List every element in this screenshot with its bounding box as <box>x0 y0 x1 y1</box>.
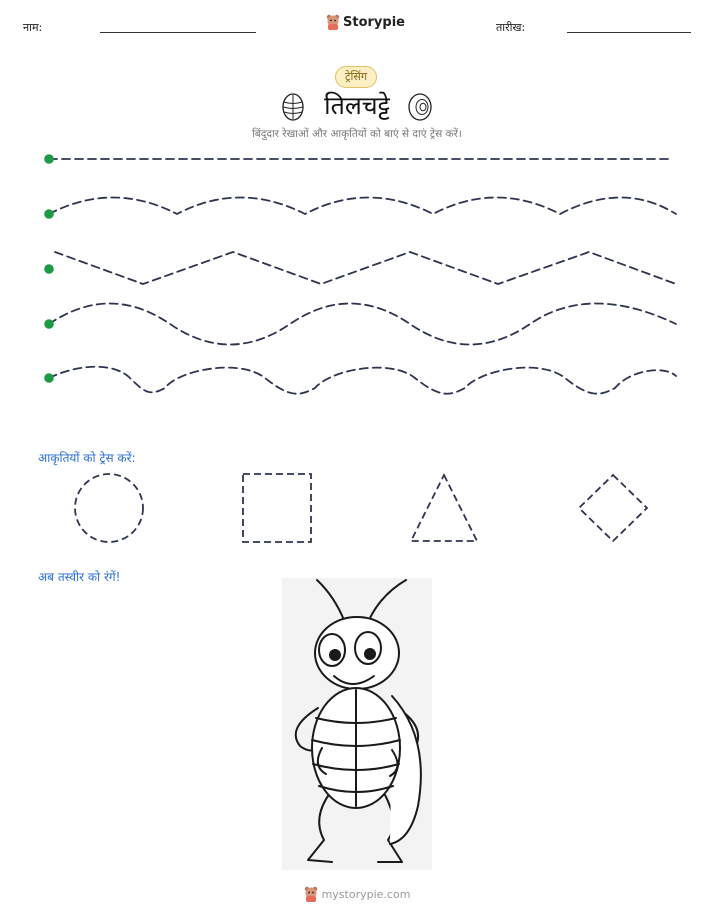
shapes-section-label: आकृतियों को ट्रेस करें: <box>38 451 136 465</box>
footer-url: mystorypie.com <box>321 887 411 901</box>
cockroach-illustration <box>282 578 432 870</box>
storypie-bear-icon <box>326 14 340 30</box>
start-dot-3 <box>44 264 54 274</box>
start-dot-1 <box>44 154 54 164</box>
footer <box>0 886 714 902</box>
trace-line-wave-large <box>49 304 676 345</box>
tracing-shapes <box>0 462 714 552</box>
instructions: बिंदुदार रेखाओं और आकृतियों को बाएं से दाएं ट्रेस करें। <box>252 128 462 140</box>
trace-line-zigzag <box>55 252 676 284</box>
page-title: तिलचट्टे <box>324 91 390 120</box>
start-dot-5 <box>44 373 54 383</box>
brand-name: Storypie <box>343 14 405 30</box>
trace-line-wave <box>49 198 676 215</box>
date-label: तारीख: <box>496 21 526 34</box>
start-dot-4 <box>44 319 54 329</box>
color-section-label: अब तस्वीर को रंगें! <box>38 570 121 584</box>
footer-bear-icon <box>304 886 318 902</box>
date-line <box>567 32 691 33</box>
cockroach-shell-icon <box>407 92 433 122</box>
shape-circle <box>75 474 143 542</box>
tracing-lines <box>0 140 714 400</box>
name-line <box>100 32 256 33</box>
coloring-picture <box>282 578 432 870</box>
brand-logo <box>326 14 405 30</box>
shape-square <box>243 474 311 542</box>
start-dot-2 <box>44 209 54 219</box>
shape-triangle <box>411 475 477 541</box>
shape-diamond <box>579 475 647 541</box>
trace-line-bumps <box>49 367 676 394</box>
name-label: नाम: <box>23 21 43 34</box>
tracing-badge: ट्रेसिंग <box>335 66 377 88</box>
